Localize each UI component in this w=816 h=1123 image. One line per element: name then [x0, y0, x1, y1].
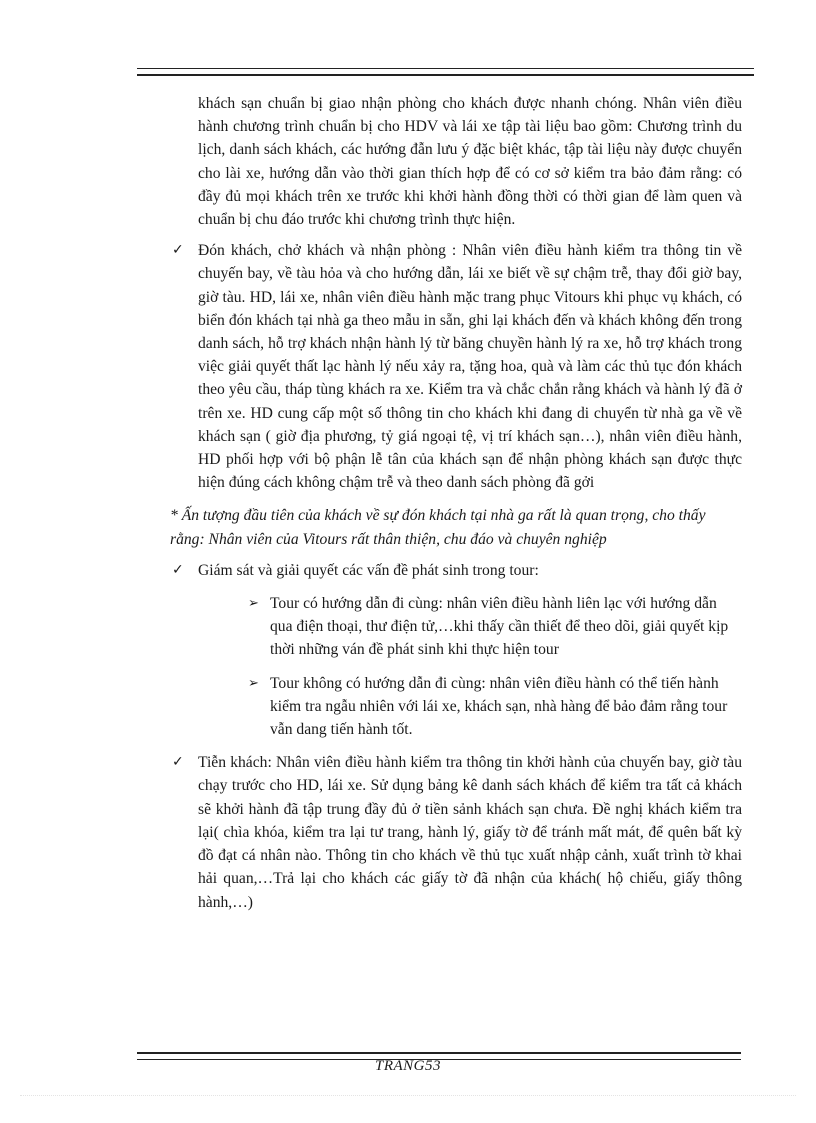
list-item-tien-khach: [170, 751, 742, 913]
list-item-text: Giám sát và giải quyết các vấn đề phát sinh trong tour:: [198, 561, 539, 579]
sub-item-text: Tour không có hướng dẫn đi cùng: nhân viên điều hành có thể tiến hành kiểm tra ngẫu nhiên với lái xe, khách sạn, nhà hàng để bảo đảm rằng tour vẫn dang tiến hành tốt.: [270, 674, 728, 739]
arrow-bullet-icon: ➢: [248, 675, 259, 691]
checkmark-icon: ✓: [172, 754, 184, 771]
list-item-text: Đón khách, chở khách và nhận phòng : Nhân viên điều hành kiểm tra thông tin về chuyến bay, về tàu hỏa và cho hướng dẫn, lái xe biết về sự chậm trễ, thay đổi giờ bay, giờ tàu. HD, lái xe, nhân viên điều hành mặc trang phục Vitours khi phục vụ khách, có biển đón khách tại nhà ga theo mẫu in sẵn, ghi lại khách đến và khách không đến trong danh sách, hỗ trợ khách nhận hành lý từ băng chuyền hành lý ra xe, hỗ trợ khách trong việc giải quyết thất lạc hành lý nếu xảy ra, tặng hoa, quà và làm các thủ tục đón khách theo yêu cầu, tháp tùng khách ra xe. Kiểm tra và chắc chắn rằng khách và hành lý đã ở trên xe. HD cung cấp một số thông tin cho khách khi đang di chuyển từ nhà ga về về khách sạn ( giờ địa phương, tỷ giá ngoại tệ, vị trí khách sạn…), nhân viên điều hành, HD phối hợp với bộ phận lễ tân của khách sạn để nhận phòng khách sạn được thực hiện đúng cách không chậm trễ và theo danh sách phòng đã gởi: [198, 242, 742, 492]
sub-item-tour-khong-huong-dan: [170, 672, 742, 742]
list-item-giam-sat: [170, 559, 742, 582]
impression-note: * Ấn tượng đầu tiên của khách về sự đón khách tại nhà ga rất là quan trọng, cho thấy rằng: Nhân viên của Vitours rất thân thiện, chu đáo và chuyên nghiệp: [170, 507, 706, 548]
sub-item-tour-co-huong-dan: [170, 592, 742, 662]
page-edge-divider: [20, 1095, 796, 1096]
page-number: TRANG53: [374, 1058, 441, 1074]
continuation-paragraph: khách sạn chuẩn bị giao nhận phòng cho khách được nhanh chóng. Nhân viên điều hành chương trình chuẩn bị cho HDV và lái xe tập tài liệu bao gồm: Chương trình du lịch, danh sách khách, các hướng đẫn lưu ý đặc biệt khác, tập tài liệu này được chuyển cho lài xe, hướng dẫn vào thời gian thích hợp để có cơ sở kiểm tra bảo đảm rằng: có đầy đủ mọi khách trên xe trước khi khởi hành đồng thời có thời gian để làm quen và chuẩn bị chu đáo trước khi chương trình thực hiện.: [198, 95, 742, 229]
list-item-text: Tiễn khách: Nhân viên điều hành kiểm tra thông tin khởi hành của chuyến bay, giờ tàu chạy trước cho HD, lái xe. Sử dụng bảng kê danh sách khách để kiểm tra tất cả khách sẽ khởi hành đã tập trung đầy đủ ở tiền sảnh khách sạn chưa. Đề nghị khách kiểm tra lại( chìa khóa, kiểm tra lại tư trang, hành lý, giấy tờ để tránh mất mát, để quên bất kỳ đồ đạt cá nhân nào. Thông tin cho khách về thủ tục xuất nhập cảnh, xuất trình tờ khai hải quan,…Trả lại cho khách các giấy tờ đã nhận của khách( hộ chiếu, giấy thông hành,…): [198, 754, 742, 911]
arrow-bullet-icon: ➢: [248, 596, 259, 612]
header-rule: [137, 68, 754, 76]
sub-item-text: Tour có hướng dẫn đi cùng: nhân viên điều hành liên lạc với hướng dẫn qua điện thoại, thư điện tử,…khi thấy cần thiết để theo dõi, giải quyết kịp thời những ván đề phát sinh khi thực hiện tour: [270, 595, 729, 659]
checkmark-icon: ✓: [172, 242, 184, 259]
page-content: [170, 92, 742, 914]
checkmark-icon: ✓: [172, 561, 184, 578]
list-item-don-khach: [170, 239, 742, 494]
